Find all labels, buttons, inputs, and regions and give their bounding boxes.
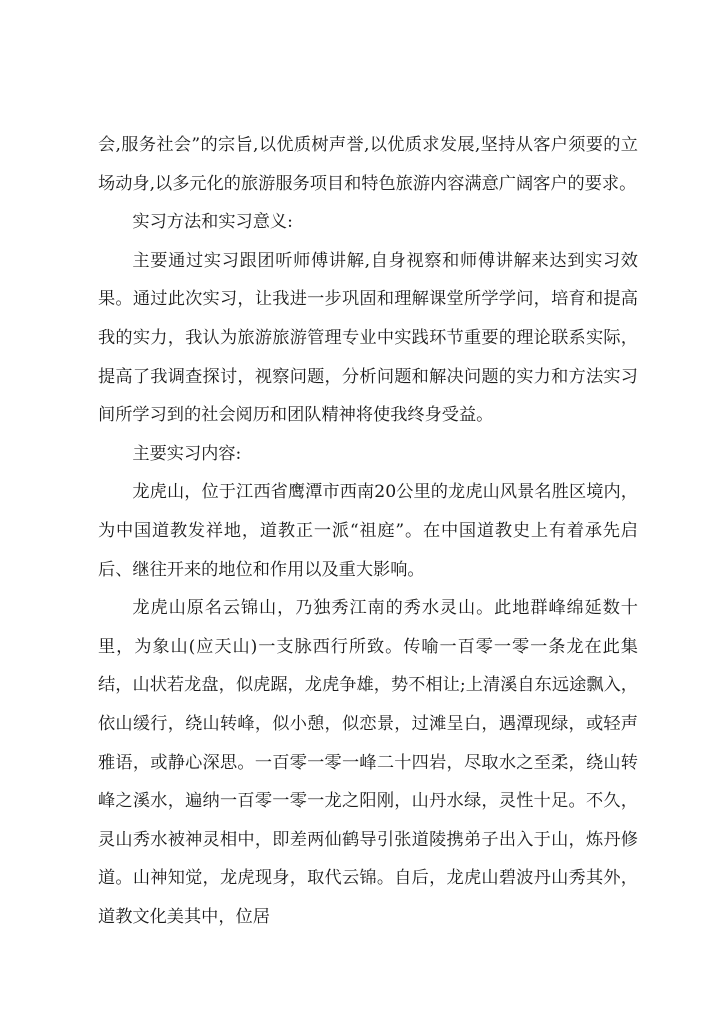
paragraph-method-and-meaning: 主要通过实习跟团听师傅讲解,自身视察和师傅讲解来达到实习效果。通过此次实习，让我进一步巩固和理解课堂所学学问，培育和提高我的实力，我认为旅游旅游管理专业中实践环节重要的理论联系实际，提高了我调查探讨，视察问题，分析问题和解决问题的实力和方法实习间所学习到的社会阅历和团队精神将使我终身受益。 <box>98 250 638 426</box>
document-body <box>98 126 638 936</box>
heading-method-and-meaning: 实习方法和实习意义: <box>132 212 293 233</box>
paragraph-company-mission: 会,服务社会”的宗旨,以优质树声誉,以优质求发展,坚持从客户须要的立场动身,以多元化的旅游服务项目和特色旅游内容满意广阔客户的要求。 <box>98 135 638 194</box>
paragraph-longhushan-intro: 龙虎山，位于江西省鹰潭市西南20公里的龙虎山风景名胜区境内，为中国道教发祥地，道教正一派“祖庭”。在中国道教史上有着承先启后、继往开来的地位和作用以及重大影响。 <box>98 482 638 580</box>
paragraph-longhushan-history: 龙虎山原名云锦山，乃独秀江南的秀水灵山。此地群峰绵延数十里，为象山(应天山)一支脉西行所致。传喻一百零一零一条龙在此集结，山状若龙盘，似虎踞，龙虎争雄，势不相让;上清溪自东远途飘入，依山缓行，绕山转峰，似小憩，似恋景，过滩呈白，遇潭现绿，或轻声雅语，或静心深思。一百零一零一峰二十四岩，尽取水之至柔，绕山转峰之溪水，遍纳一百零一零一龙之阳刚，山丹水绿，灵性十足。不久，灵山秀水被神灵相中，即差两仙鹤导引张道陵携弟子出入于山，炼丹修道。山神知觉，龙虎现身，取代云锦。自后，龙虎山碧波丹山秀其外，道教文化美其中，位居 <box>98 598 638 927</box>
heading-main-content: 主要实习内容: <box>132 443 242 464</box>
